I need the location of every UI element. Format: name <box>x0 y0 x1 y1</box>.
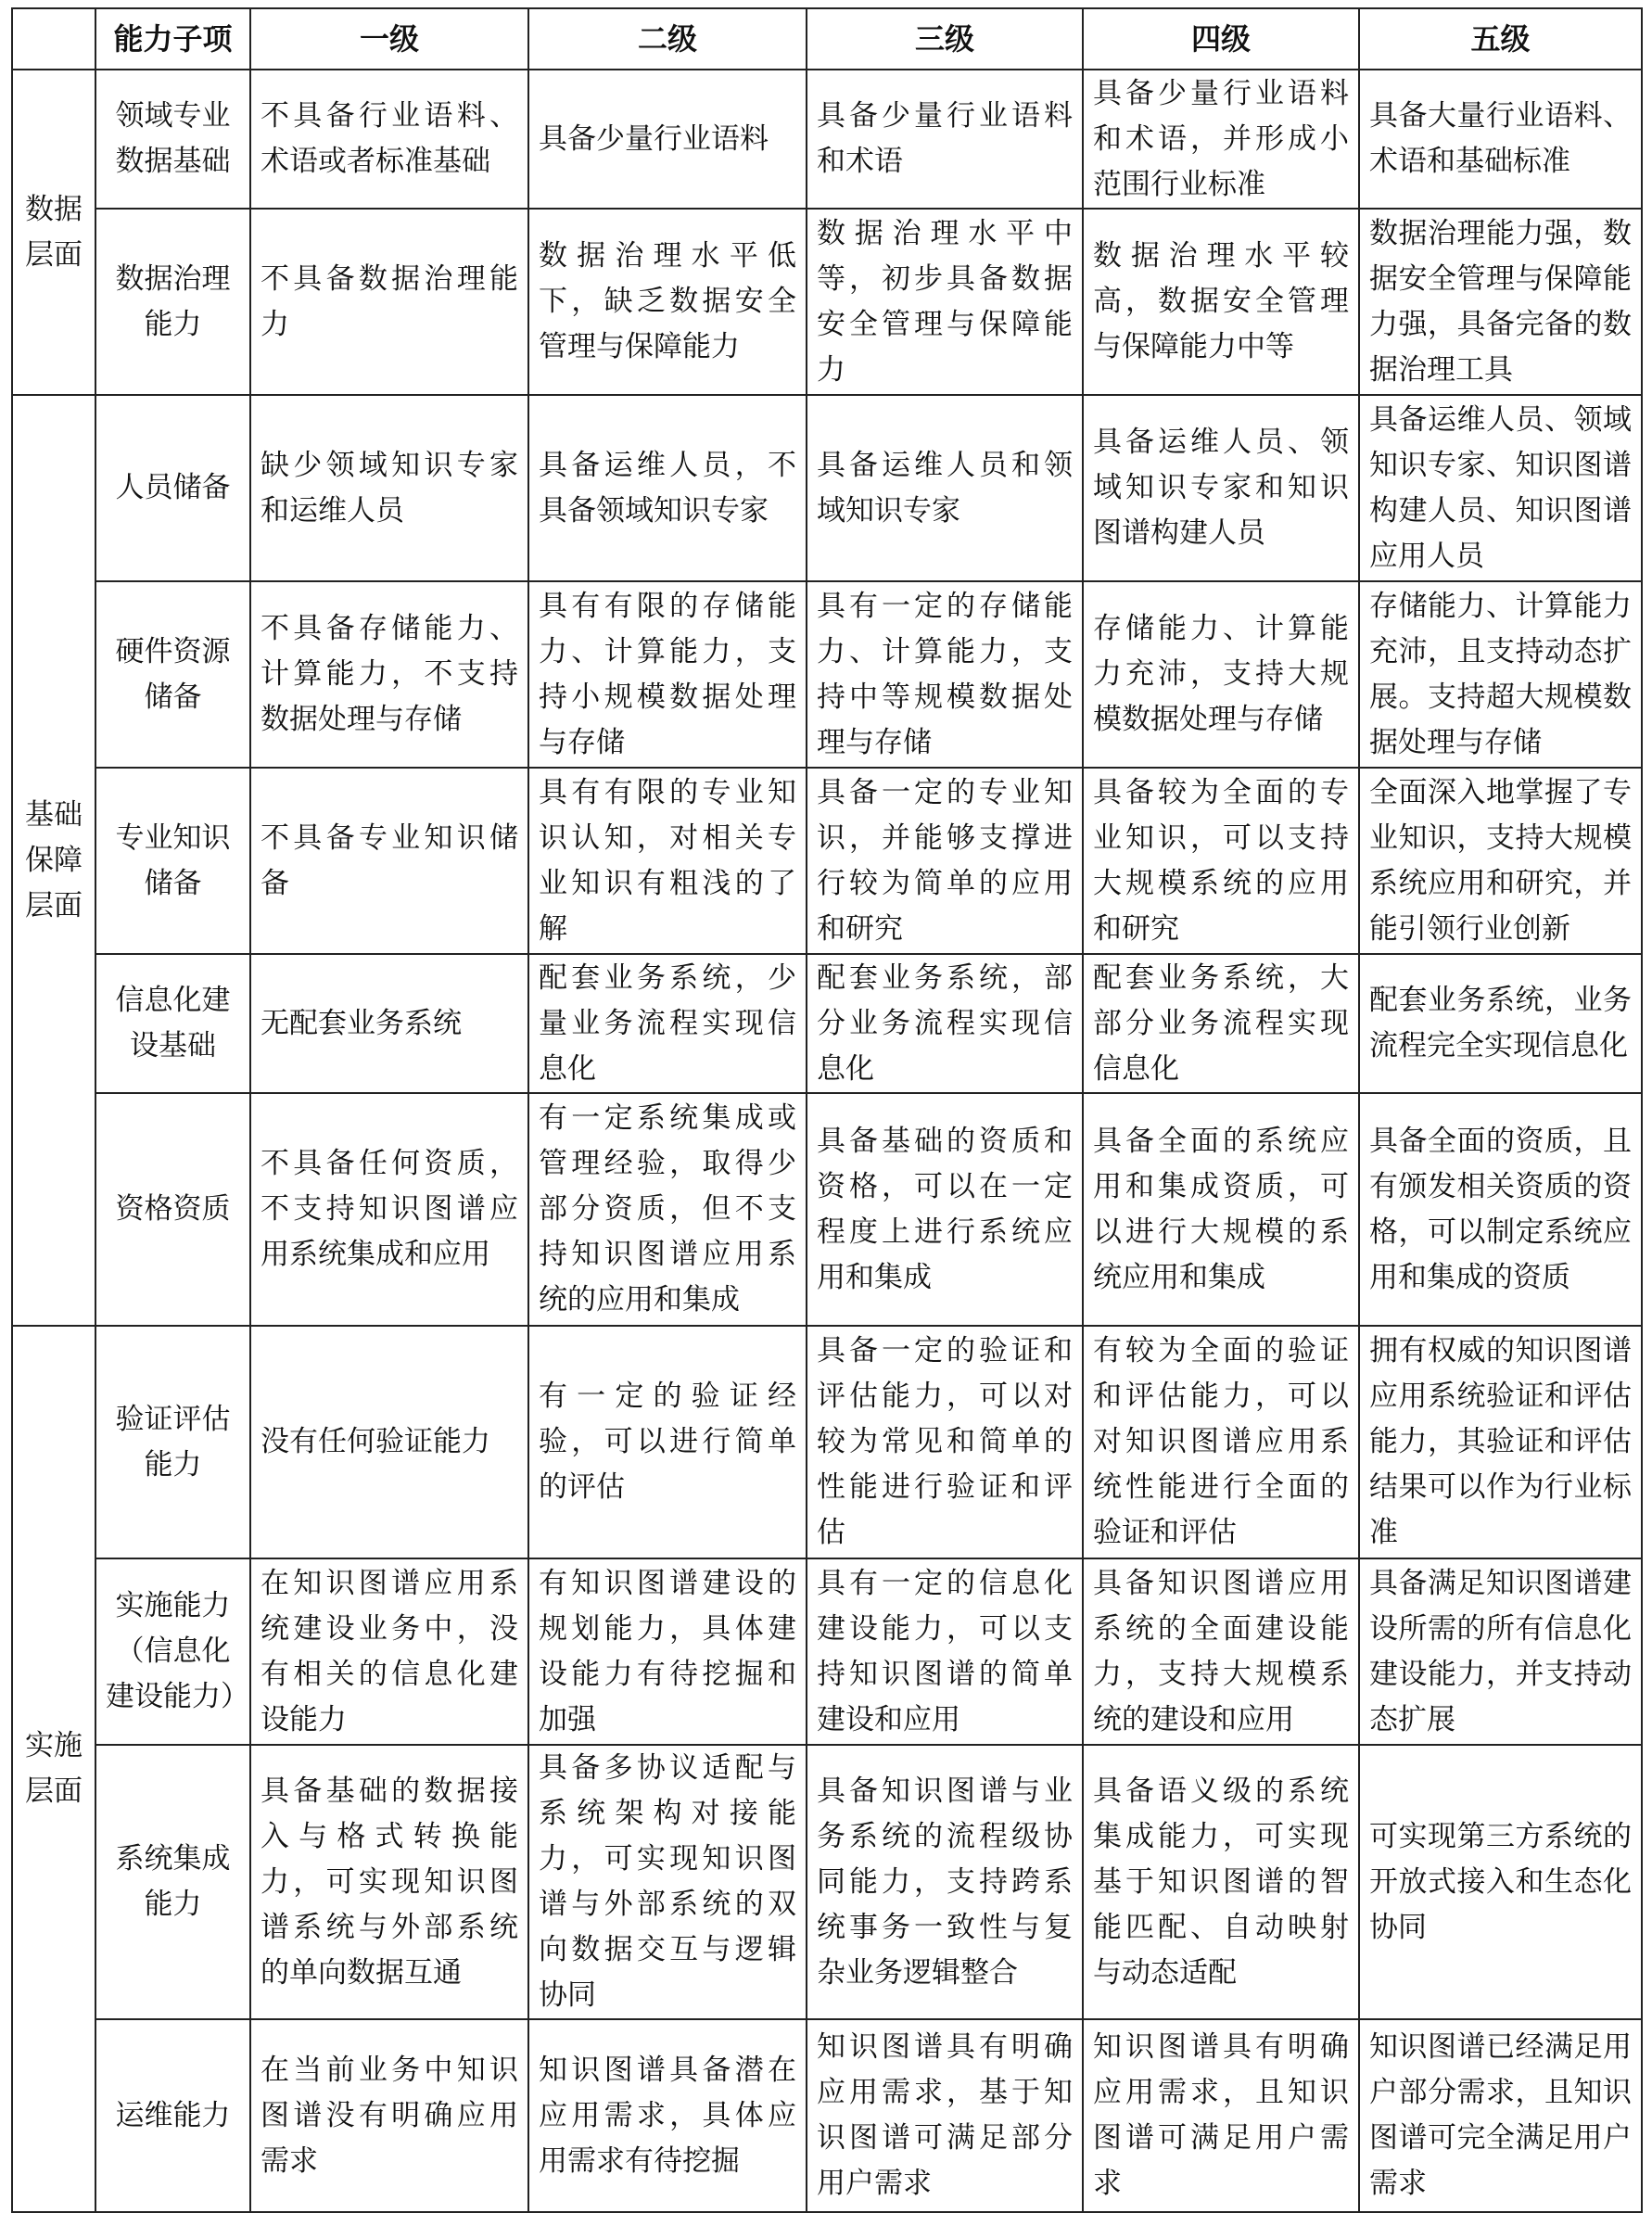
level-cell: 在当前业务中知识图谱没有明确应用需求 <box>250 2019 528 2212</box>
level-cell: 具备知识图谱与业务系统的流程级协同能力，支持跨系统事务一致性与复杂业务逻辑整合 <box>807 1745 1083 2019</box>
level-cell: 具备运维人员和领域知识专家 <box>807 395 1083 581</box>
table-row <box>12 70 1642 209</box>
level-cell: 知识图谱具有明确应用需求，基于知识图谱可满足部分用户需求 <box>807 2019 1083 2212</box>
level-cell: 数据治理水平中等，初步具备数据安全管理与保障能力 <box>807 209 1083 395</box>
level-cell: 具备知识图谱应用系统的全面建设能力，支持大规模系统的建设和应用 <box>1083 1558 1359 1745</box>
item-cell: 数据治理能力 <box>95 209 250 395</box>
level-cell: 拥有权威的知识图谱应用系统验证和评估能力，其验证和评估结果可以作为行业标准 <box>1359 1326 1642 1558</box>
level-cell: 配套业务系统，部分业务流程实现信息化 <box>807 954 1083 1093</box>
level-cell: 具有一定的存储能力、计算能力，支持中等规模数据处理与存储 <box>807 581 1083 768</box>
item-cell: 领域专业数据基础 <box>95 70 250 209</box>
item-cell: 资格资质 <box>95 1093 250 1326</box>
capability-level-table <box>11 7 1643 2213</box>
level-cell: 有一定的验证经验，可以进行简单的评估 <box>528 1326 807 1558</box>
level-cell: 不具备任何资质，不支持知识图谱应用系统集成和应用 <box>250 1093 528 1326</box>
level-cell: 无配套业务系统 <box>250 954 528 1093</box>
level-cell: 具备语义级的系统集成能力，可实现基于知识图谱的智能匹配、自动映射与动态适配 <box>1083 1745 1359 2019</box>
level-cell: 具备大量行业语料、术语和基础标准 <box>1359 70 1642 209</box>
level-cell: 具有一定的信息化建设能力，可以支持知识图谱的简单建设和应用 <box>807 1558 1083 1745</box>
level-cell: 具备少量行业语料和术语，并形成小范围行业标准 <box>1083 70 1359 209</box>
table-row <box>12 1093 1642 1326</box>
level-cell: 配套业务系统，大部分业务流程实现信息化 <box>1083 954 1359 1093</box>
table-row <box>12 209 1642 395</box>
level-cell: 知识图谱具备潜在应用需求，具体应用需求有待挖掘 <box>528 2019 807 2212</box>
table-row <box>12 2019 1642 2212</box>
level-cell: 具备多协议适配与系统架构对接能力，可实现知识图谱与外部系统的双向数据交互与逻辑协同 <box>528 1745 807 2019</box>
level-cell: 具备运维人员，不具备领域知识专家 <box>528 395 807 581</box>
level-cell: 在知识图谱应用系统建设业务中，没有相关的信息化建设能力 <box>250 1558 528 1745</box>
level-cell: 有知识图谱建设的规划能力，具体建设能力有待挖掘和加强 <box>528 1558 807 1745</box>
level-cell: 数据治理能力强，数据安全管理与保障能力强，具备完备的数据治理工具 <box>1359 209 1642 395</box>
level-cell: 具备少量行业语料和术语 <box>807 70 1083 209</box>
level-cell: 具备较为全面的专业知识，可以支持大规模系统的应用和研究 <box>1083 768 1359 954</box>
level-cell: 具备运维人员、领域知识专家、知识图谱构建人员、知识图谱应用人员 <box>1359 395 1642 581</box>
level-cell: 具备全面的系统应用和集成资质，可以进行大规模的系统应用和集成 <box>1083 1093 1359 1326</box>
item-cell: 系统集成能力 <box>95 1745 250 2019</box>
level-cell: 具备运维人员、领域知识专家和知识图谱构建人员 <box>1083 395 1359 581</box>
table-row <box>12 1326 1642 1558</box>
item-cell: 实施能力（信息化建设能力） <box>95 1558 250 1745</box>
header-level-5: 五级 <box>1359 8 1642 70</box>
item-cell: 验证评估能力 <box>95 1326 250 1558</box>
layer-cell: 数据层面 <box>12 70 95 395</box>
level-cell: 具备全面的资质，且有颁发相关资质的资格，可以制定系统应用和集成的资质 <box>1359 1093 1642 1326</box>
level-cell: 有一定系统集成或管理经验，取得少部分资质，但不支持知识图谱应用系统的应用和集成 <box>528 1093 807 1326</box>
level-cell: 不具备行业语料、术语或者标准基础 <box>250 70 528 209</box>
layer-cell: 基础保障层面 <box>12 395 95 1326</box>
table-row <box>12 1558 1642 1745</box>
level-cell: 配套业务系统，少量业务流程实现信息化 <box>528 954 807 1093</box>
header-item: 能力子项 <box>95 8 250 70</box>
table-row <box>12 395 1642 581</box>
item-cell: 专业知识储备 <box>95 768 250 954</box>
header-level-4: 四级 <box>1083 8 1359 70</box>
level-cell: 有较为全面的验证和评估能力，可以对知识图谱应用系统性能进行全面的验证和评估 <box>1083 1326 1359 1558</box>
header-level-3: 三级 <box>807 8 1083 70</box>
level-cell: 知识图谱已经满足用户部分需求，且知识图谱可完全满足用户需求 <box>1359 2019 1642 2212</box>
item-cell: 信息化建设基础 <box>95 954 250 1093</box>
table-row <box>12 581 1642 768</box>
level-cell: 存储能力、计算能力充沛，且支持动态扩展。支持超大规模数据处理与存储 <box>1359 581 1642 768</box>
header-layer <box>12 8 95 70</box>
level-cell: 不具备专业知识储备 <box>250 768 528 954</box>
level-cell: 没有任何验证能力 <box>250 1326 528 1558</box>
level-cell: 具备基础的资质和资格，可以在一定程度上进行系统应用和集成 <box>807 1093 1083 1326</box>
level-cell: 具有有限的存储能力、计算能力，支持小规模数据处理与存储 <box>528 581 807 768</box>
level-cell: 具有有限的专业知识认知，对相关专业知识有粗浅的了解 <box>528 768 807 954</box>
level-cell: 数据治理水平较高，数据安全管理与保障能力中等 <box>1083 209 1359 395</box>
layer-cell: 实施层面 <box>12 1326 95 2212</box>
level-cell: 具备基础的数据接入与格式转换能力，可实现知识图谱系统与外部系统的单向数据互通 <box>250 1745 528 2019</box>
table-row <box>12 768 1642 954</box>
header-row <box>12 8 1642 70</box>
level-cell: 具备满足知识图谱建设所需的所有信息化建设能力，并支持动态扩展 <box>1359 1558 1642 1745</box>
header-level-1: 一级 <box>250 8 528 70</box>
table-row <box>12 954 1642 1093</box>
level-cell: 数据治理水平低下，缺乏数据安全管理与保障能力 <box>528 209 807 395</box>
level-cell: 全面深入地掌握了专业知识，支持大规模系统应用和研究，并能引领行业创新 <box>1359 768 1642 954</box>
level-cell: 具备少量行业语料 <box>528 70 807 209</box>
level-cell: 具备一定的验证和评估能力，可以对较为常见和简单的性能进行验证和评估 <box>807 1326 1083 1558</box>
level-cell: 不具备存储能力、计算能力，不支持数据处理与存储 <box>250 581 528 768</box>
level-cell: 不具备数据治理能力 <box>250 209 528 395</box>
table-row <box>12 1745 1642 2019</box>
level-cell: 可实现第三方系统的开放式接入和生态化协同 <box>1359 1745 1642 2019</box>
level-cell: 配套业务系统，业务流程完全实现信息化 <box>1359 954 1642 1093</box>
level-cell: 缺少领域知识专家和运维人员 <box>250 395 528 581</box>
level-cell: 知识图谱具有明确应用需求，且知识图谱可满足用户需求 <box>1083 2019 1359 2212</box>
header-level-2: 二级 <box>528 8 807 70</box>
item-cell: 运维能力 <box>95 2019 250 2212</box>
level-cell: 存储能力、计算能力充沛，支持大规模数据处理与存储 <box>1083 581 1359 768</box>
level-cell: 具备一定的专业知识，并能够支撑进行较为简单的应用和研究 <box>807 768 1083 954</box>
item-cell: 人员储备 <box>95 395 250 581</box>
item-cell: 硬件资源储备 <box>95 581 250 768</box>
